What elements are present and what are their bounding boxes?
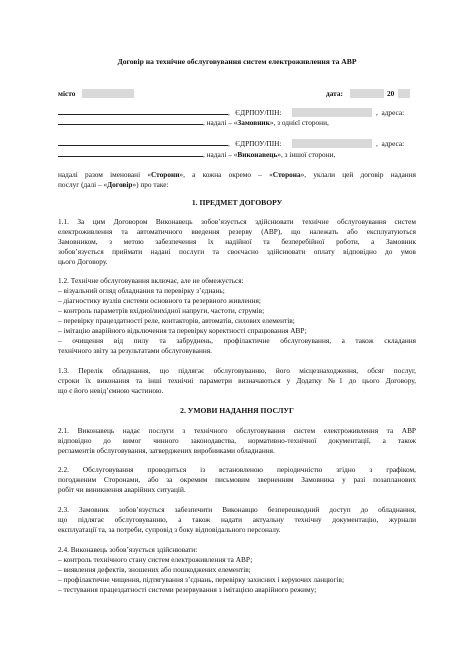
party2-edrpou-field[interactable] bbox=[292, 139, 372, 148]
party1-address-label: , адреса: bbox=[376, 108, 405, 117]
p1-1-line: 1.1. За цим Договором Виконавець зобов’язується здійснювати технічне обслуговування систем bbox=[58, 217, 416, 226]
p2-1-line: регламентів обслуговування, затверджених виробниками обладнання. bbox=[58, 446, 275, 455]
city-label: місто bbox=[58, 89, 76, 98]
p1-1-line: цього Договору. bbox=[58, 257, 108, 266]
p2-1-line: відповідно до вимог чинного законодавства, нормативно-технічної документації, а також bbox=[58, 436, 416, 445]
party1-line1: , ЄДРПОУ/ПІН: bbox=[58, 108, 281, 117]
date-field[interactable] bbox=[350, 89, 384, 98]
section2-heading: 2. УМОВИ НАДАННЯ ПОСЛУГ bbox=[180, 406, 294, 415]
party1-line2: , надалі – «Замовник», з однієї сторони, bbox=[58, 118, 329, 127]
list-item: – виявлення дефектів, зношених або пошкоджених елементів; bbox=[58, 565, 251, 574]
p2-3-line: експлуатації та, за потреби, супровід з боку відповідального персоналу. bbox=[58, 525, 281, 534]
list-item: – тестування працездатності системи резервування з імітацією аварійного режиму; bbox=[58, 585, 317, 594]
city-field[interactable] bbox=[82, 89, 134, 98]
date-label: дата: bbox=[326, 89, 343, 98]
preamble-line1: надалі разом іменовані «Сторони», а кожна окремо – «Сторона», уклали цей договір надання bbox=[58, 170, 416, 179]
p2-1-line: 2.1. Виконавець надає послуги з технічного обслуговування систем електроживлення та АВР bbox=[58, 426, 416, 435]
party2-address-label: , адреса: bbox=[376, 139, 405, 148]
section1-heading: 1. ПРЕДМЕТ ДОГОВОРУ bbox=[191, 198, 283, 207]
party2-name-field[interactable] bbox=[58, 139, 228, 146]
list-item: – діагностику вузлів системи основного та резервного живлення; bbox=[58, 296, 261, 305]
party1-address-field[interactable] bbox=[58, 118, 203, 125]
p2-3-line: 2.3. Замовник зобов’язується забезпечити Виконавцю безперешкодний доступ до обладнання, bbox=[58, 505, 416, 514]
list-item: – профілактичне чищення, підтягування з’єднань, перевірку захисних і керуючих ланцюгів; bbox=[58, 575, 345, 584]
p1-3-line: строки їх виконання та інші технічні параметри визначаються у Додатку №1 до цього Договору, bbox=[58, 376, 416, 385]
list-item: – візуальний огляд обладнання та перевірку з’єднань; bbox=[58, 286, 225, 295]
p1-1-line: електроживлення та автоматичного введення резерву (АВР), що належать або експлуатуються bbox=[58, 227, 416, 236]
party2-line2: , надалі – «Виконавець», з іншої сторони, bbox=[58, 150, 335, 159]
list-item: – контроль параметрів вхідної/вихідної напруги, частоти, струмів; bbox=[58, 306, 265, 315]
party2-address-field[interactable] bbox=[58, 150, 203, 157]
p1-3-line: що є його невід’ємною частиною. bbox=[58, 386, 164, 395]
p2-2-line: погодженим Сторонами, або за окремим письмовим зверненням Замовника у разі позапланових bbox=[58, 475, 416, 484]
document-title: Договір на технічне обслуговування систем електроживлення та АВР bbox=[117, 57, 357, 66]
list-item: – імітацію аварійного відключення та перевірку коректності спрацювання АВР; bbox=[58, 326, 307, 335]
party1-edrpou-field[interactable] bbox=[292, 108, 372, 117]
party1-name-field[interactable] bbox=[58, 108, 228, 115]
p2-2-line: робіт чи виникнення аварійних ситуацій. bbox=[58, 485, 186, 494]
list-item: – контроль технічного стану систем електроживлення та АВР; bbox=[58, 555, 253, 564]
p2-4-intro: 2.4. Виконавець зобов’язується здійснювати: bbox=[58, 545, 198, 554]
p1-2-intro: 1.2. Технічне обслуговування включає, але не обмежується: bbox=[58, 276, 244, 285]
p2-2-line: 2.2. Обслуговування проводиться із встановленою періодичністю згідно з графіком, bbox=[58, 465, 416, 474]
p1-1-line: зобов’язується приймати надані послуги та своєчасно здійснювати оплату відповідно до умов bbox=[58, 247, 416, 256]
list-item: – очищення від пилу та забруднень, профілактичне обслуговування, а також складання bbox=[58, 336, 416, 345]
p2-3-line: що підлягає обслуговуванню, а також надати актуальну технічну документацію, журнали bbox=[58, 515, 416, 524]
p1-3-line: 1.3. Перелік обладнання, що підлягає обслуговуванню, його місцезнаходження, обсяг послуг, bbox=[58, 366, 416, 375]
year-field[interactable] bbox=[398, 89, 410, 98]
list-item: – перевірку працездатності реле, контакторів, автоматів, силових елементів; bbox=[58, 316, 295, 325]
party2-line1: , ЄДРПОУ/ПІН: bbox=[58, 139, 281, 148]
list-item: технічного звіту за результатами обслуговування. bbox=[58, 346, 212, 355]
year-prefix: 20 bbox=[387, 89, 395, 98]
p1-1-line: Замовником, з метою забезпечення їх надійної та безперебійної роботи, а Замовник bbox=[58, 237, 416, 246]
preamble-line2: послуг (далі – «Договір») про таке: bbox=[58, 180, 169, 189]
